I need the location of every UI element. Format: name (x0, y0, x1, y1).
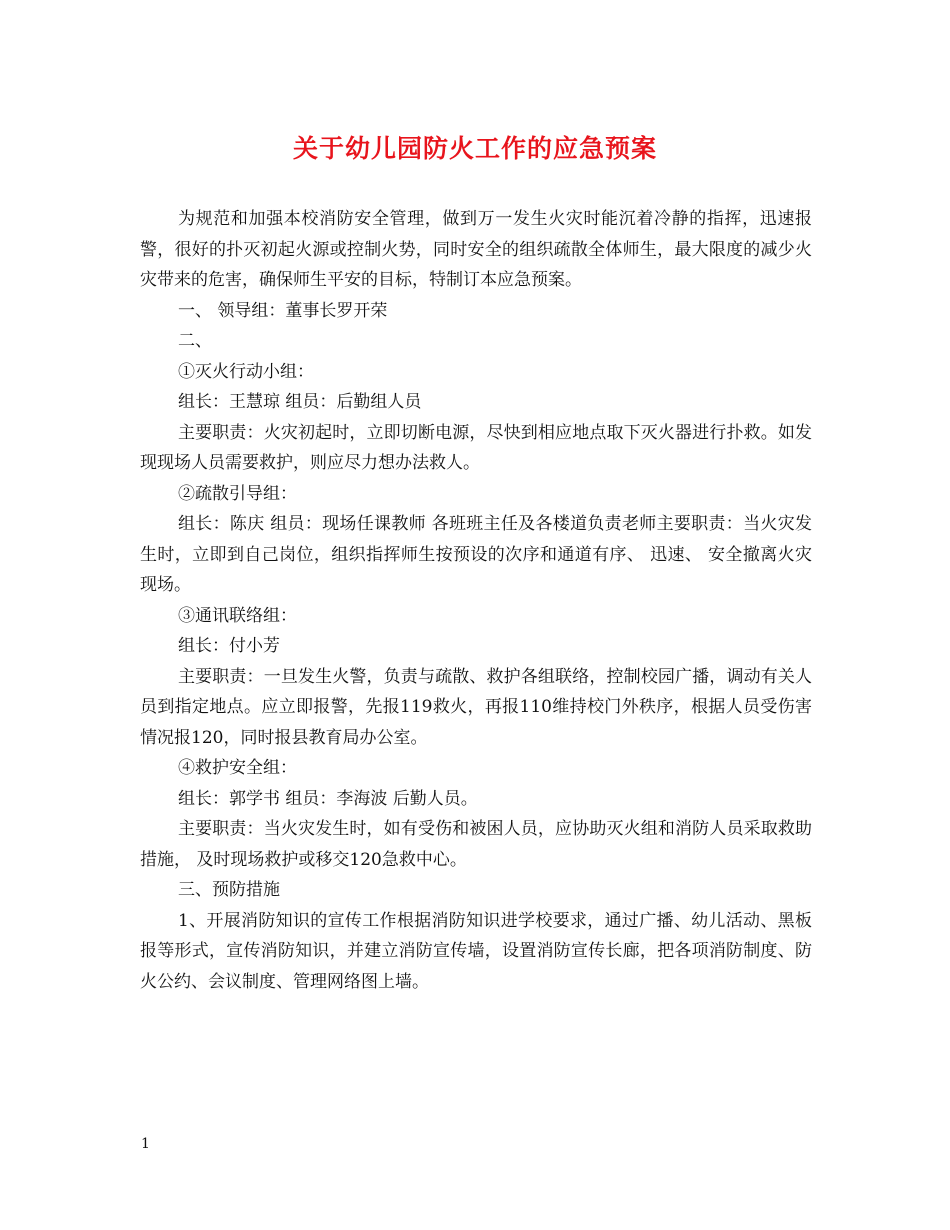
document-body (140, 204, 812, 997)
firefighting-team-duties: 主要职责：火灾初起时，立即切断电源，尽快到相应地点取下灭火器进行扑救。如发现现场人员需要救护，则应尽力想办法救人。 (140, 422, 812, 473)
evacuation-team-heading: ②疏散引导组： (178, 483, 297, 504)
communication-team-duties: 主要职责：一旦发生火警，负责与疏散、救护各组联络，控制校园广播，调动有关人员到指定地点。应立即报警，先报119救火，再报110维持校门外秩序，根据人员受伤害情况报120，同时报县教育局办公室。 (140, 666, 812, 748)
intro-paragraph: 为规范和加强本校消防安全管理，做到万一发生火灾时能沉着冷静的指挥，迅速报警，很好的扑灭初起火源或控制火势，同时安全的组织疏散全体师生，最大限度的减少火灾带来的危害，确保师生平安的目标，特制订本应急预案。 (140, 209, 812, 290)
rescue-team-duties: 主要职责：当火灾发生时，如有受伤和被困人员，应协助灭火组和消防人员采取救助措施， 及时现场救护或移交120急救中心。 (140, 819, 812, 870)
rescue-team-heading: ④救护安全组： (178, 758, 297, 778)
page-number: 1 (141, 1136, 150, 1152)
evacuation-team-details: 组长：陈庆 组员：现场任课教师 各班班主任及各楼道负责老师主要职责：当火灾发生时，立即到自己岗位，组织指挥师生按预设的次序和通道有序、 迅速、 安全撤离火灾现场。 (140, 514, 812, 595)
section-three-heading: 三、预防措施 (178, 880, 280, 900)
prevention-measure-1: 1、开展消防知识的宣传工作根据消防知识进学校要求，通过广播、幼儿活动、黑板报等形式，宣传消防知识，并建立消防宣传墙，设置消防宣传长廊，把各项消防制度、防火公约、会议制度、管理网络图上墙。 (140, 910, 812, 992)
firefighting-team-heading: ①灭火行动小组： (178, 361, 314, 382)
communication-team-leader: 组长：付小芳 (178, 636, 280, 656)
firefighting-team-members: 组长：王慧琼 组员：后勤组人员 (178, 392, 422, 412)
rescue-team-members: 组长：郭学书 组员：李海波 后勤人员。 (178, 788, 478, 809)
section-two-heading: 二、 (178, 331, 212, 351)
communication-team-heading: ③通讯联络组： (178, 605, 297, 626)
leadership-group: 一、 领导组：董事长罗开荣 (178, 300, 388, 321)
document-title: 关于幼儿园防火工作的应急预案 (292, 134, 657, 163)
